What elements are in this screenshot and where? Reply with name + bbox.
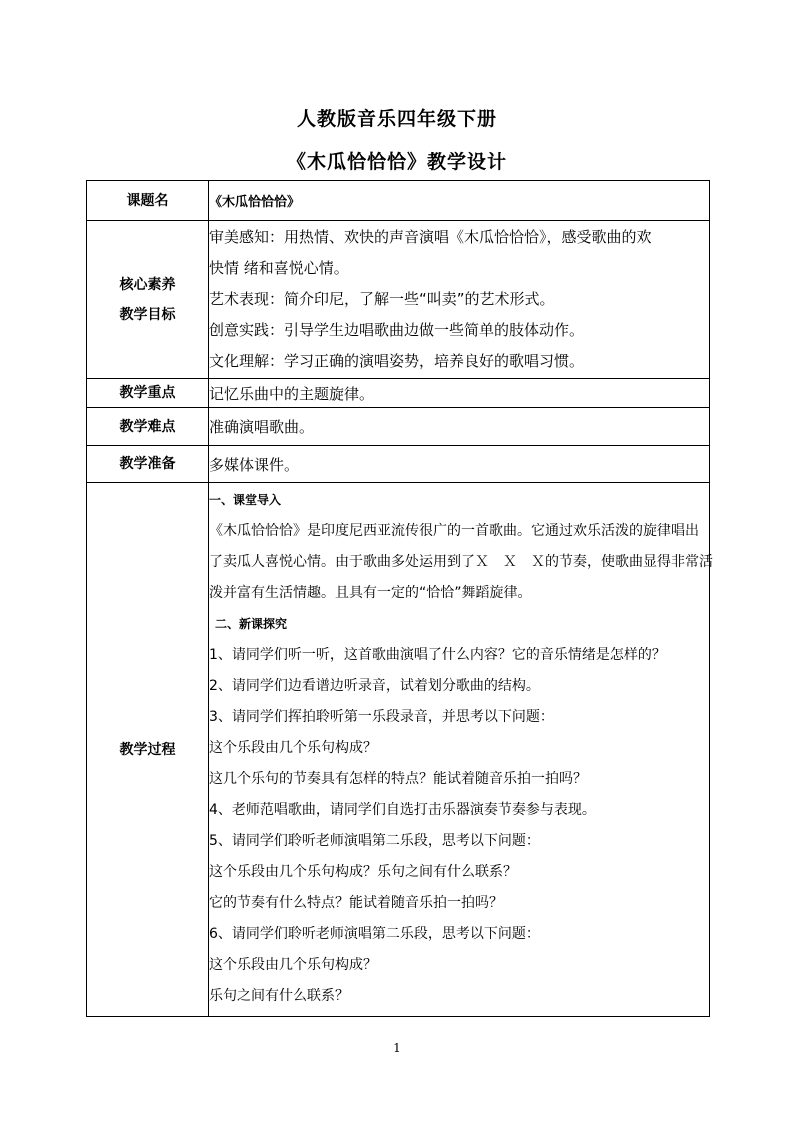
process-step: 乐句之间有什么联系？ bbox=[209, 988, 349, 1004]
preparation-value: 多媒体课件。 bbox=[209, 446, 710, 483]
process-step: 4、老师范唱歌曲，请同学们自选打击乐器演奏节奏参与表现。 bbox=[209, 802, 596, 818]
topic-value: 《木瓜恰恰恰》 bbox=[209, 181, 710, 221]
process-step: 6、请同学们聆听老师演唱第二乐段，思考以下问题： bbox=[209, 926, 540, 942]
difficulty-value: 准确演唱歌曲。 bbox=[209, 408, 710, 446]
process-content bbox=[209, 483, 713, 1017]
lesson-plan-table bbox=[86, 180, 713, 1017]
key-point-label: 教学重点 bbox=[87, 379, 209, 408]
process-step: 5、请同学们聆听老师演唱第二乐段，思考以下问题： bbox=[209, 833, 540, 849]
objective-line: 文化理解：学习正确的演唱姿势，培养良好的歌唱习惯。 bbox=[209, 352, 585, 370]
objectives-content bbox=[209, 221, 710, 379]
table-row-process bbox=[87, 483, 710, 1017]
process-step: 这个乐段由几个乐句构成？ bbox=[209, 740, 377, 756]
objectives-label-line1: 核心素养 bbox=[119, 276, 176, 293]
process-step: 这个乐段由几个乐句构成？乐句之间有什么联系？ bbox=[209, 864, 517, 880]
intro-line: 《木瓜恰恰恰》是印度尼西亚流传很广的一首歌曲。它通过欢乐活泼的旋律唱出 bbox=[209, 523, 699, 539]
process-label: 教学过程 bbox=[87, 483, 209, 1017]
section-heading: 一、课堂导入 bbox=[209, 493, 282, 507]
process-step: 这个乐段由几个乐句构成？ bbox=[209, 957, 377, 973]
objective-line: 审美感知：用热情、欢快的声音演唱《木瓜恰恰恰》，感受歌曲的欢 bbox=[209, 228, 652, 246]
process-step: 它的节奏有什么特点？能试着随音乐拍一拍吗？ bbox=[209, 895, 503, 911]
objectives-label-line2: 教学目标 bbox=[119, 306, 176, 323]
key-point-value: 记忆乐曲中的主题旋律。 bbox=[209, 379, 710, 408]
document-subtitle: 《木瓜恰恰恰》教学设计 bbox=[286, 151, 507, 173]
table-row-objectives bbox=[87, 221, 710, 379]
table-row-preparation bbox=[87, 446, 710, 483]
process-step: 这几个乐句的节奏具有怎样的特点？能试着随音乐拍一拍吗？ bbox=[209, 771, 587, 787]
topic-label: 课题名 bbox=[87, 181, 209, 221]
process-step: 2、请同学们边看谱边听录音，试着划分歌曲的结构。 bbox=[209, 678, 540, 694]
process-step: 3、请同学们挥拍聆听第一乐段录音，并思考以下问题： bbox=[209, 709, 554, 725]
section-heading: 二、新课探究 bbox=[215, 617, 288, 631]
table-row-difficulty bbox=[87, 408, 710, 446]
difficulty-label: 教学难点 bbox=[87, 408, 209, 446]
objective-line: 快情 绪和喜悦心情。 bbox=[209, 259, 349, 277]
page-number: 1 bbox=[393, 1041, 401, 1055]
objective-line: 创意实践：引导学生边唱歌曲边做一些简单的肢体动作。 bbox=[209, 321, 585, 339]
process-step: 1、请同学们听一听，这首歌曲演唱了什么内容？它的音乐情绪是怎样的？ bbox=[209, 647, 666, 663]
objectives-label bbox=[87, 221, 209, 379]
intro-line: 了卖瓜人喜悦心情。由于歌曲多处运用到了Ｘ Ｘ Ｘ的节奏，使歌曲显得非常活 bbox=[209, 554, 713, 570]
preparation-label: 教学准备 bbox=[87, 446, 209, 483]
table-row-key-point bbox=[87, 379, 710, 408]
document-title: 人教版音乐四年级下册 bbox=[296, 108, 497, 130]
intro-line: 泼并富有生活情趣。且具有一定的“恰恰”舞蹈旋律。 bbox=[209, 585, 532, 601]
objective-line: 艺术表现：简介印尼，了解一些“叫卖”的艺术形式。 bbox=[209, 290, 555, 308]
table-row-topic bbox=[87, 181, 710, 221]
